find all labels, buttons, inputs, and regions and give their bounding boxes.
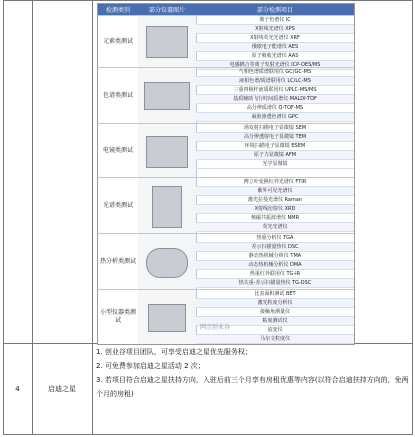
- list-item: 凝胶渗透色谱仪 GPC: [196, 113, 354, 122]
- section-category: 电镜类测试: [98, 124, 139, 178]
- description-line: 2. 可免费参加启迪之星活动 2 次；: [96, 362, 205, 370]
- section-category: 热分析类测试: [98, 234, 139, 290]
- section-category: 色谱类测试: [98, 68, 139, 124]
- section-thermal: [98, 233, 354, 290]
- list-item: 热失重-差示扫描量热仪 TG-DSC: [196, 279, 354, 288]
- header-pictures: 部分仪器图片: [148, 7, 185, 14]
- list-item: 核磁共振波谱仪 NMR: [196, 214, 354, 223]
- section-spectroscopy: [98, 177, 354, 234]
- list-item: 比表面积测试 BET: [196, 290, 354, 299]
- list-item: 激光拉曼光谱仪 Raman: [196, 196, 354, 205]
- list-item: 激光粒度分析仪: [196, 299, 354, 308]
- watermark: 网宗创业谷: [200, 324, 231, 331]
- header-items: 部分检测项目: [256, 7, 293, 14]
- list-item: 环境扫描电子显微镜 ESEM: [196, 142, 354, 151]
- list-item: 热重分析仪 TGA: [196, 234, 354, 243]
- list-item: X射线光谱仪 XPS: [196, 25, 354, 34]
- list-item: 接触角测量仪: [196, 308, 354, 317]
- instrument-photo: [138, 178, 197, 234]
- section-category: 小型仪器类测试: [98, 290, 139, 344]
- section-category: 光谱类测试: [98, 178, 139, 234]
- section-category: 元素类测试: [98, 16, 139, 68]
- row-name: 启迪之星: [48, 385, 76, 393]
- list-item: X射线衍射仪 XRD: [196, 205, 354, 214]
- section-elements: [98, 15, 354, 68]
- list-item: 场发射扫描电子显微镜 SEM: [196, 124, 354, 133]
- list-item: 静态热机械分析仪 TMA: [196, 252, 354, 261]
- list-item: 气相色谱质谱联用仪 GC/GC-MS: [196, 68, 354, 77]
- list-item: 动态热机械分析仪 DMA: [196, 261, 354, 270]
- row-description: [96, 345, 411, 401]
- list-item: 光学显微镜: [196, 160, 354, 169]
- instrument-photo: [138, 16, 197, 68]
- header-category: 检测类别: [105, 7, 130, 14]
- list-item: 俄歇电子能谱仪 AES: [196, 43, 354, 52]
- section-small-instruments: [98, 289, 354, 344]
- list-item: 离子色谱仪 IC: [196, 16, 354, 25]
- list-item: 高分辨质谱仪 Q-TOF-MS: [196, 104, 354, 113]
- list-item: 液相色谱/质谱联用仪 LC/LC-MS: [196, 77, 354, 86]
- list-item: X射线荧光光谱仪 XRF: [196, 34, 354, 43]
- list-item: 粘度测试仪: [196, 317, 354, 326]
- instrument-photo: [138, 68, 197, 124]
- instrument-photo: [138, 234, 197, 290]
- description-line: 1. 创业谷项目团队，可享受启迪之星优先服务权；: [96, 348, 252, 356]
- section-chromatography: [98, 67, 354, 124]
- col-divider-2: [92, 0, 93, 435]
- row-number: 4: [15, 385, 20, 393]
- list-item: 原子力显微镜 AFM: [196, 151, 354, 160]
- list-item: 高分辨透射电子显微镜 TEM: [196, 133, 354, 142]
- description-line: 3. 若项目符合启迪之星扶持方向，入驻后前三个月享有房租优惠等内容(以符合启迪扶持方向的，免两个月的房租): [96, 376, 409, 398]
- list-item: 三重四极杆液质联用仪 UPLC-MS/MS: [196, 86, 354, 95]
- instrument-table: [97, 3, 355, 345]
- instrument-photo: [138, 124, 197, 178]
- list-item: 基质辅助飞行时间质谱仪 MALDI-TOF: [196, 95, 354, 104]
- section-microscopy: [98, 123, 354, 178]
- list-item: 流变仪: [196, 326, 354, 335]
- list-item: 马尔文粒度仪: [196, 335, 354, 344]
- list-item: 荧光光谱仪: [196, 223, 354, 232]
- instrument-table-header: [98, 4, 354, 15]
- list-item: 傅立叶变换红外光谱仪 FTIR: [196, 178, 354, 187]
- list-item: 电感耦合等离子发射光谱仪 ICP-OES/MS: [196, 61, 354, 70]
- instrument-photo: [138, 290, 197, 344]
- list-item: 热重红外联用仪 TG-IR: [196, 270, 354, 279]
- list-item: 差示扫描量热仪 DSC: [196, 243, 354, 252]
- list-item: 原子吸收光谱仪 AAS: [196, 52, 354, 61]
- list-item: 紫外可见光谱仪: [196, 187, 354, 196]
